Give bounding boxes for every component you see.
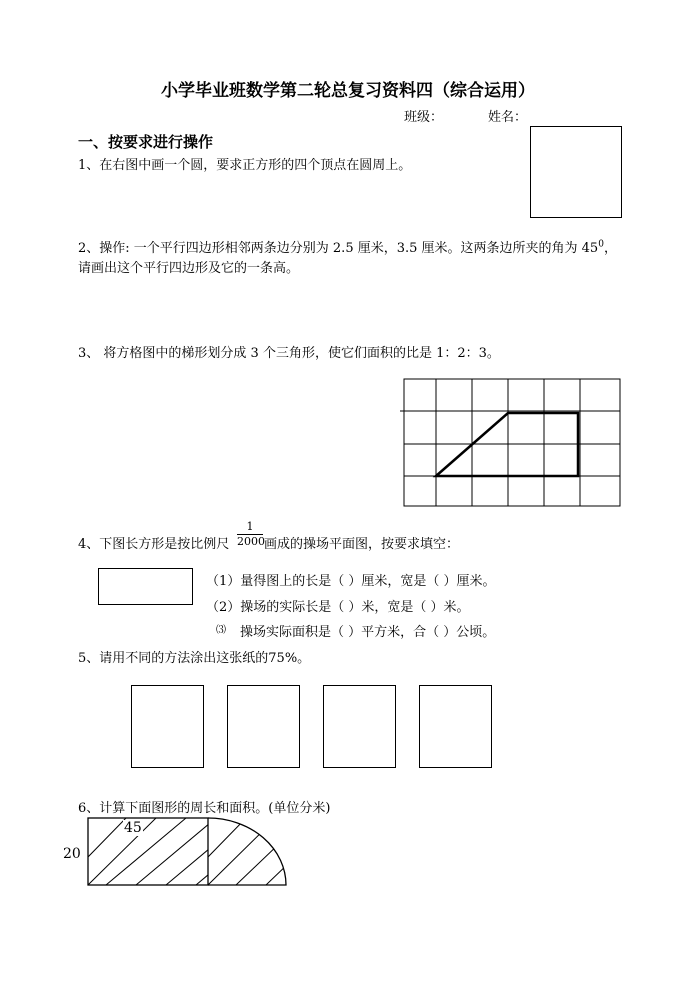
page-title: 小学毕业班数学第二轮总复习资料四（综合运用）	[161, 81, 535, 101]
degree-superscript: 0	[598, 239, 604, 250]
paper-box-3	[323, 685, 396, 768]
question-4-prefix: 4、下图长方形是按比例尺	[78, 537, 230, 552]
question-6: 6、计算下面图形的周长和面积。(单位分米)	[78, 801, 331, 816]
question-2-text: 2、操作: 一个平行四边形相邻两条边分别为 2.5 厘米，3.5 厘米。这两条边所夹的角为 45	[78, 241, 599, 256]
q4-sub3: 操场实际面积是（ ）平方米，合（ ）公顷。	[240, 625, 496, 640]
q6-figure	[86, 817, 288, 887]
q3-grid-figure	[400, 378, 622, 508]
section-heading: 一、按要求进行操作	[78, 133, 214, 151]
q4-sub3-number: ⑶	[216, 625, 226, 636]
fraction-numerator: 1	[246, 520, 254, 533]
question-2-line1	[78, 237, 617, 256]
question-2-comma: ，	[603, 241, 617, 256]
grid-lines	[400, 379, 620, 506]
question-2-line2: 请画出这个平行四边形及它的一条高。	[78, 261, 300, 276]
class-label: 班级：	[404, 110, 444, 125]
quarter-hatching	[208, 818, 336, 885]
rect-hatching	[88, 818, 276, 885]
q4-rectangle	[98, 568, 193, 605]
paper-box-1	[131, 685, 204, 768]
label-20: 20	[63, 846, 81, 862]
question-5: 5、请用不同的方法涂出这张纸的75%。	[78, 651, 311, 666]
fraction-denominator: 2000	[237, 535, 265, 548]
paper-box-4	[419, 685, 492, 768]
q1-square	[530, 126, 622, 218]
scale-fraction	[237, 520, 263, 548]
q4-sub1: （1）量得图上的长是（ ）厘米，宽是（ ）厘米。	[206, 574, 496, 589]
question-1: 1、在右图中画一个圆，要求正方形的四个顶点在圆周上。	[78, 158, 412, 173]
question-3: 3、 将方格图中的梯形划分成 3 个三角形，使它们面积的比是 1：2：3。	[78, 346, 500, 361]
label-45: 45	[124, 820, 142, 836]
question-4-suffix: 画成的操场平面图，按要求填空：	[264, 537, 460, 552]
name-label: 姓名：	[488, 110, 528, 125]
q4-sub2: （2）操场的实际长是（ ）米，宽是（ ）米。	[206, 600, 470, 615]
paper-box-2	[227, 685, 300, 768]
